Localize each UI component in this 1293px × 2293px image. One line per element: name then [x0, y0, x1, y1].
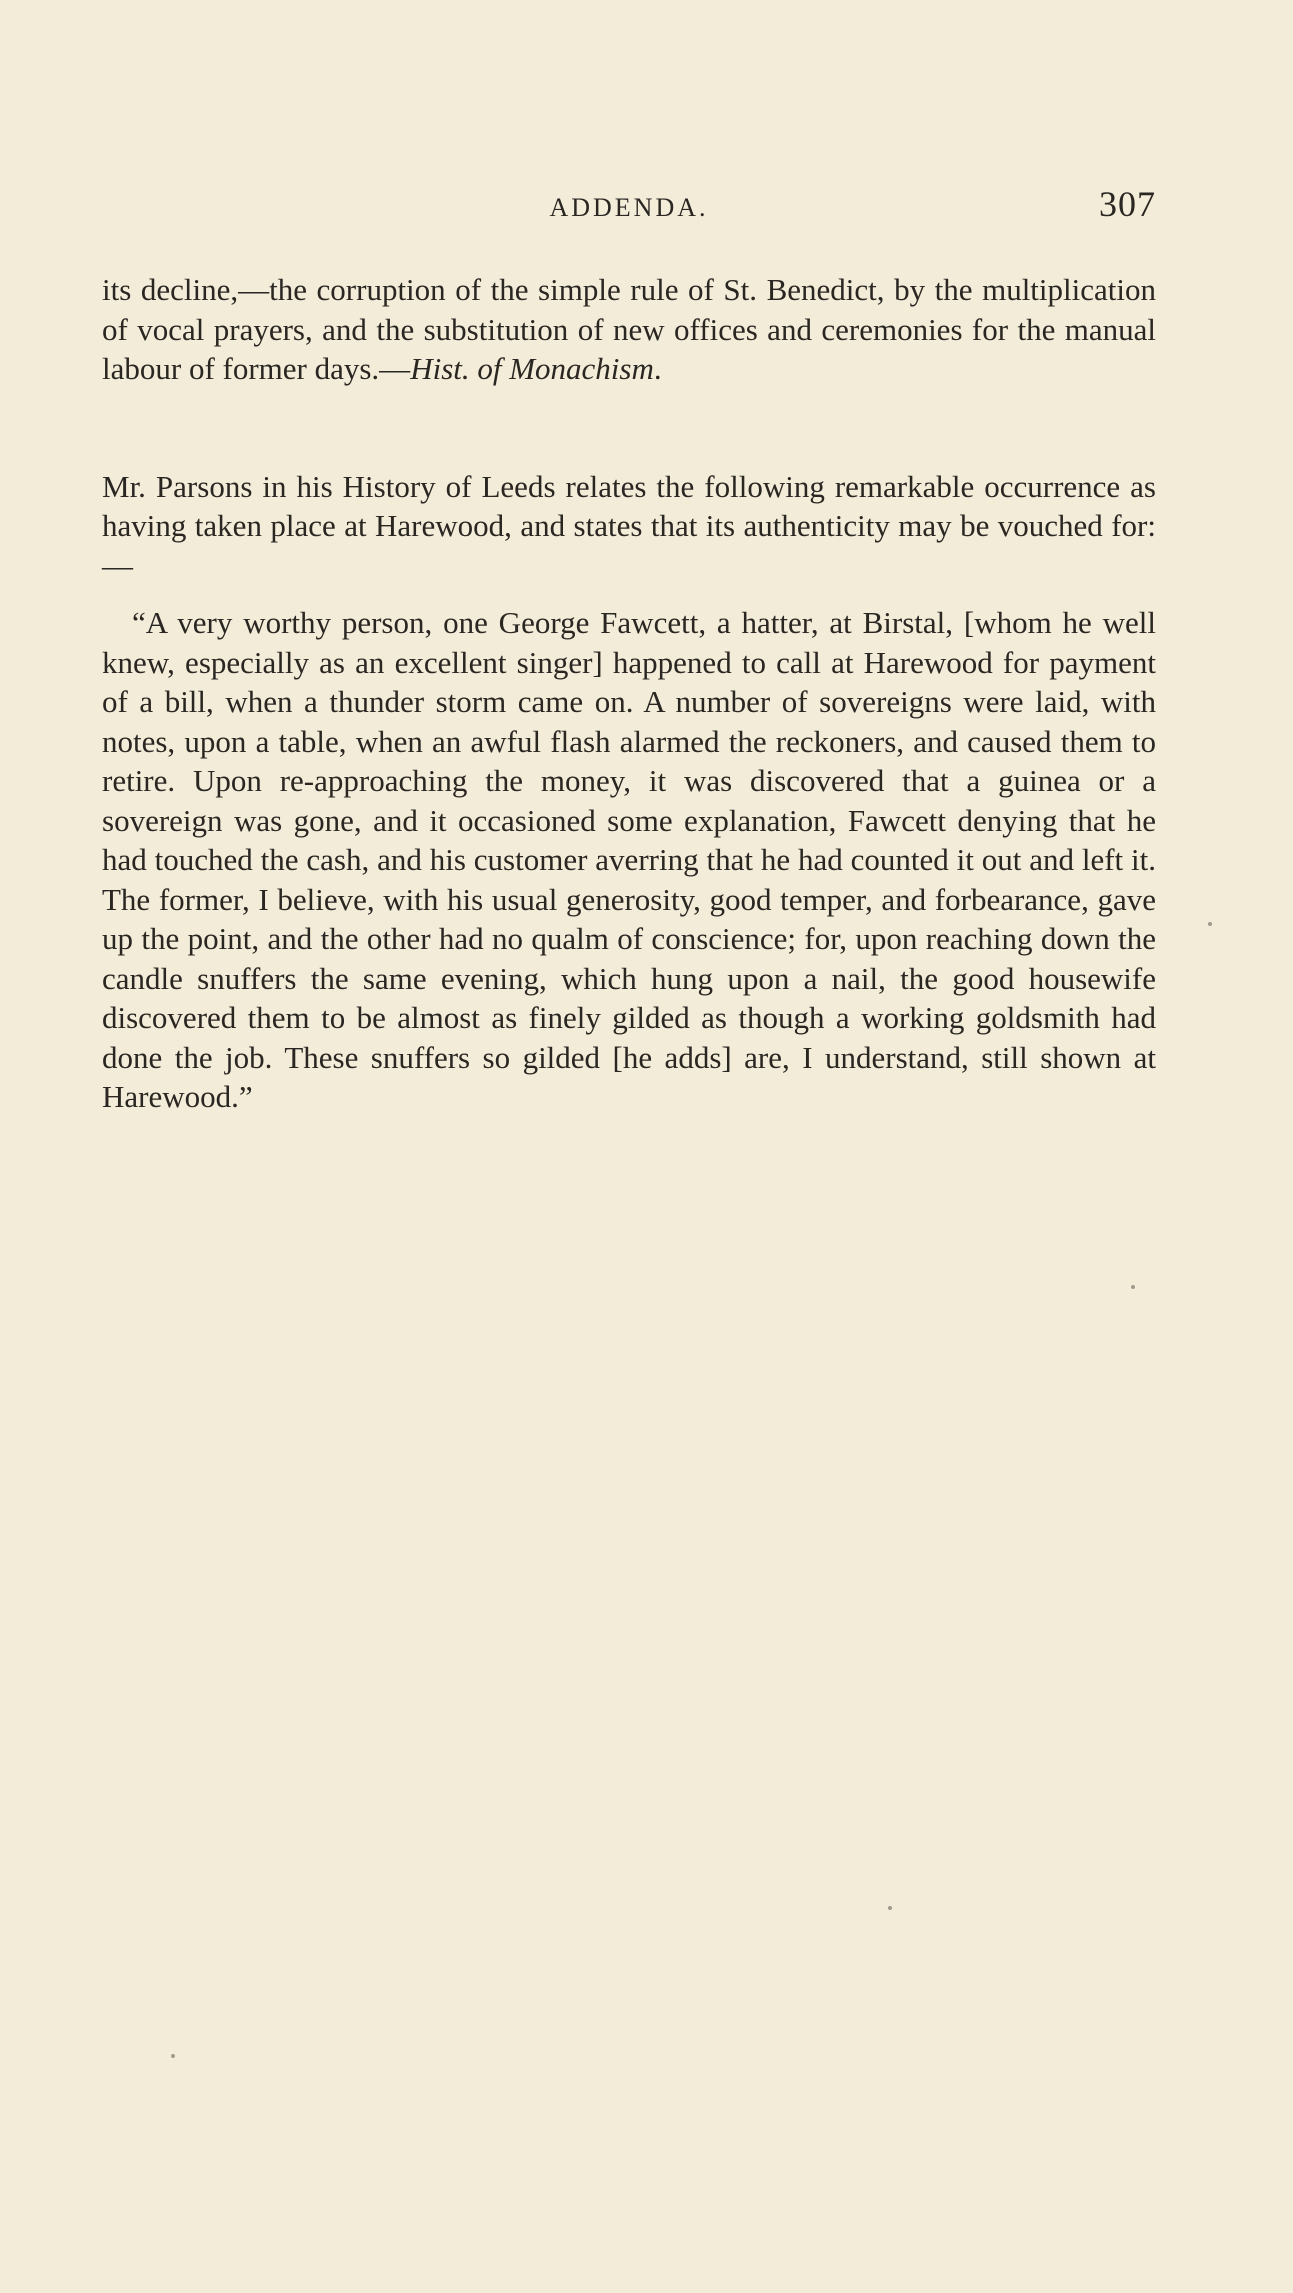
page-number: 307: [1099, 184, 1156, 224]
paragraph-text: “A very worthy person, one George Fawcett, a hatter, at Birstal, [whom he well knew, especially as an excellent singer] happened to call at Harewood for payment of a bill, when a thunder storm came on. A number of sovereigns were laid, with notes, upon a table, when an awful flash alarmed the reckoners, and caused them to retire. Upon re-approaching the money, it was discovered that a guinea or a sovereign was gone, and it occasioned some explanation, Fawcett denying that he had touched the cash, and his customer averring that he had counted it out and left it. The former, I believe, with his usual generosity, good temper, and forbearance, gave up the point, and the other had no qualm of conscience; for, upon reaching down the candle snuffers the same evening, which hung upon a nail, the good housewife discovered them to be almost as finely gilded as though a working goldsmith had done the job. These snuffers so gilded [he adds] are, I understand, still shown at Harewood.”: [102, 605, 1156, 1114]
citation: Hist. of Monachism: [410, 351, 654, 386]
paragraph-parsons-intro: [102, 467, 1156, 586]
paper-speck: [171, 2054, 175, 2058]
paper-speck: [1208, 922, 1212, 926]
running-head: ADDENDA.: [549, 193, 709, 222]
paragraph-continuation: [102, 270, 1156, 389]
paper-speck: [888, 1906, 892, 1910]
paper-speck: [1131, 1285, 1135, 1289]
body-text: [102, 270, 1156, 1117]
paragraph-text: Mr. Parsons in his History of Leeds relates the following remarkable occurrence as having taken place at Harewood, and states that its authenticity may be vouched for:—: [102, 468, 1156, 583]
paragraph-quotation: [102, 603, 1156, 1117]
quotation-indent: [102, 605, 132, 640]
page-header: [102, 186, 1156, 230]
paragraph-text: its decline,—the corruption of the simple rule of St. Benedict, by the multiplication of vocal prayers, and the substitution of new offices and ceremonies for the manual labour of former days.—: [102, 272, 1156, 386]
citation-end: .: [653, 351, 662, 386]
